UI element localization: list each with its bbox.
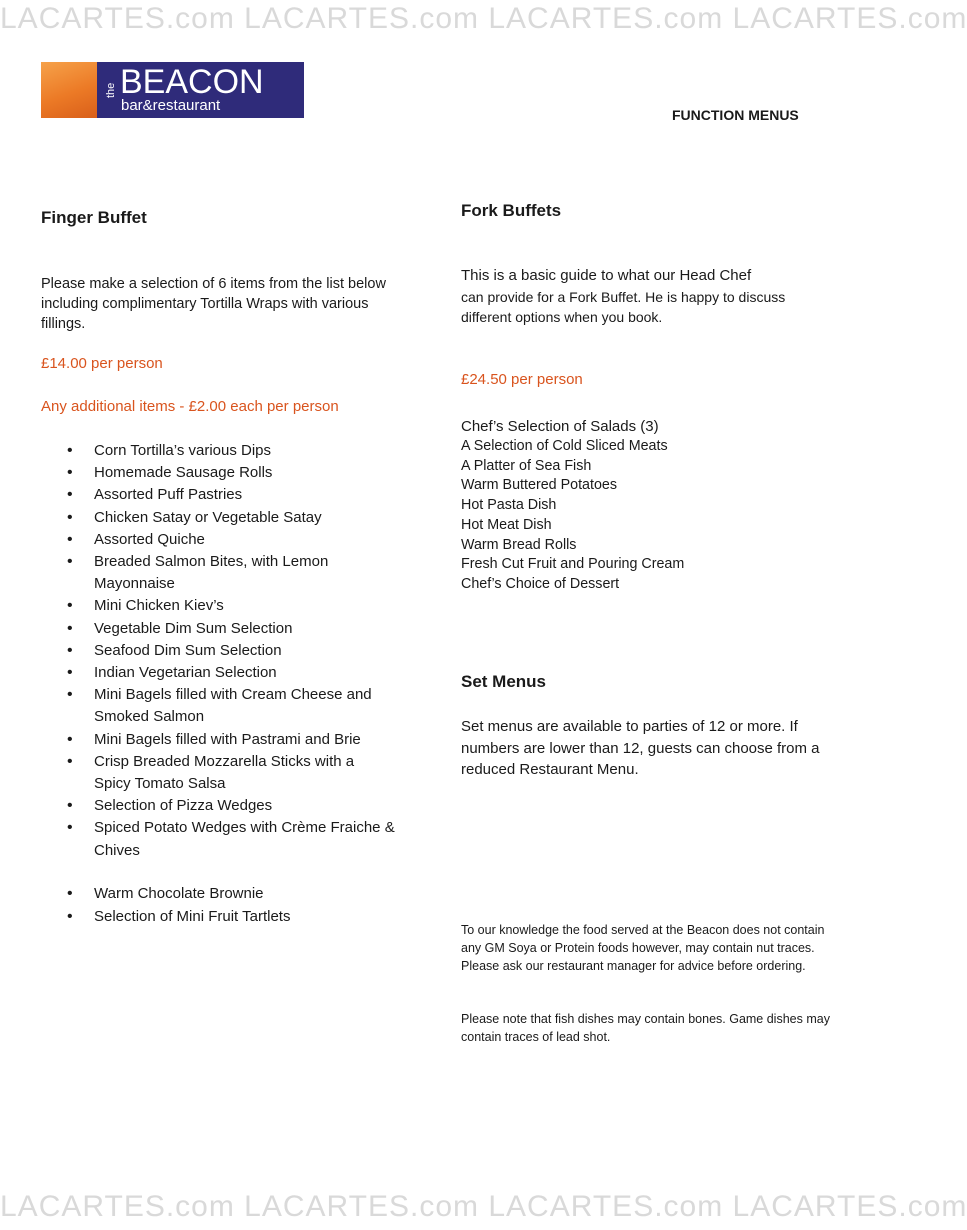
list-item: Warm Buttered Potatoes [461, 477, 618, 494]
list-item: • Breaded Salmon Bites, with Lemon Mayonnaise [41, 551, 394, 595]
finger-buffet-price: £14.00 per person [41, 355, 163, 372]
list-item: • Mini Bagels filled with Cream Cheese and Smoked Salmon [41, 684, 404, 728]
list-item: Hot Meat Dish [461, 516, 552, 533]
dessert-item: • Warm Chocolate Brownie [41, 883, 421, 905]
list-item: • Vegetable Dim Sum Selection [41, 618, 421, 640]
finger-buffet-list [41, 440, 421, 928]
list-item: Hot Pasta Dish [461, 497, 557, 514]
list-item: • Corn Tortilla’s various Dips [41, 440, 421, 462]
page-title: FUNCTION MENUS [672, 107, 799, 123]
logo-the-text: the [105, 82, 117, 98]
watermark-bottom: LACARTES.com LACARTES.com LACARTES.com LACARTES.com [0, 1190, 967, 1223]
list-item: • Assorted Quiche [41, 529, 421, 551]
fork-buffets-heading: Fork Buffets [461, 201, 562, 220]
beacon-logo [41, 62, 304, 118]
list-item: • Mini Bagels filled with Pastrami and Brie [41, 729, 421, 751]
logo-brand-text: BEACON [120, 63, 264, 101]
set-menus-heading: Set Menus [461, 672, 547, 691]
bones-note: Please note that fish dishes may contain bones. Game dishes may contain traces of lead shot. [461, 1012, 830, 1044]
list-item: Chef’s Selection of Salads (3) [461, 418, 659, 435]
set-menus-text: Set menus are available to parties of 12 or more. If numbers are lower than 12, guests can choose from a reduced Restaurant Menu. [461, 718, 820, 778]
allergy-note: To our knowledge the food served at the Beacon does not contain any GM Soya or Protein foods however, may contain nut traces. Please ask our restaurant manager for advice before ordering. [461, 923, 825, 973]
list-item: • Assorted Puff Pastries [41, 484, 421, 506]
fork-buffets-intro-line1: This is a basic guide to what our Head Chef [461, 267, 752, 284]
finger-buffet-additional-price: Any additional items - £2.00 each per person [41, 398, 339, 415]
finger-buffet-heading: Finger Buffet [41, 208, 147, 227]
logo-sunset-graphic [41, 62, 97, 118]
dessert-item: • Selection of Mini Fruit Tartlets [41, 906, 421, 928]
fork-buffets-price: £24.50 per person [461, 371, 583, 388]
list-item: • Mini Chicken Kiev’s [41, 595, 421, 617]
finger-buffet-intro: Please make a selection of 6 items from the list below including complimentary Tortilla Wraps with various fillings. [41, 276, 386, 332]
list-item: • Chicken Satay or Vegetable Satay [41, 507, 421, 529]
list-item: • Crisp Breaded Mozzarella Sticks with a Spicy Tomato Salsa [41, 751, 389, 795]
list-item: Chef’s Choice of Dessert [461, 575, 620, 592]
fork-buffets-list [461, 416, 684, 595]
fork-buffets-intro: can provide for a Fork Buffet. He is happy to discuss different options when you book. [461, 289, 786, 325]
list-item: • Selection of Pizza Wedges [41, 795, 421, 817]
logo-subtitle: bar&restaurant [121, 97, 221, 114]
list-item: • Seafood Dim Sum Selection [41, 640, 421, 662]
list-item: A Platter of Sea Fish [461, 457, 592, 474]
watermark-top: LACARTES.com LACARTES.com LACARTES.com LACARTES.com [0, 2, 967, 35]
list-item: • Spiced Potato Wedges with Crème Fraiche & Chives [41, 817, 409, 861]
list-item: • Homemade Sausage Rolls [41, 462, 421, 484]
list-item: Warm Bread Rolls [461, 536, 577, 553]
list-item: Fresh Cut Fruit and Pouring Cream [461, 556, 685, 573]
list-item: • Indian Vegetarian Selection [41, 662, 421, 684]
list-item: A Selection of Cold Sliced Meats [461, 438, 668, 454]
